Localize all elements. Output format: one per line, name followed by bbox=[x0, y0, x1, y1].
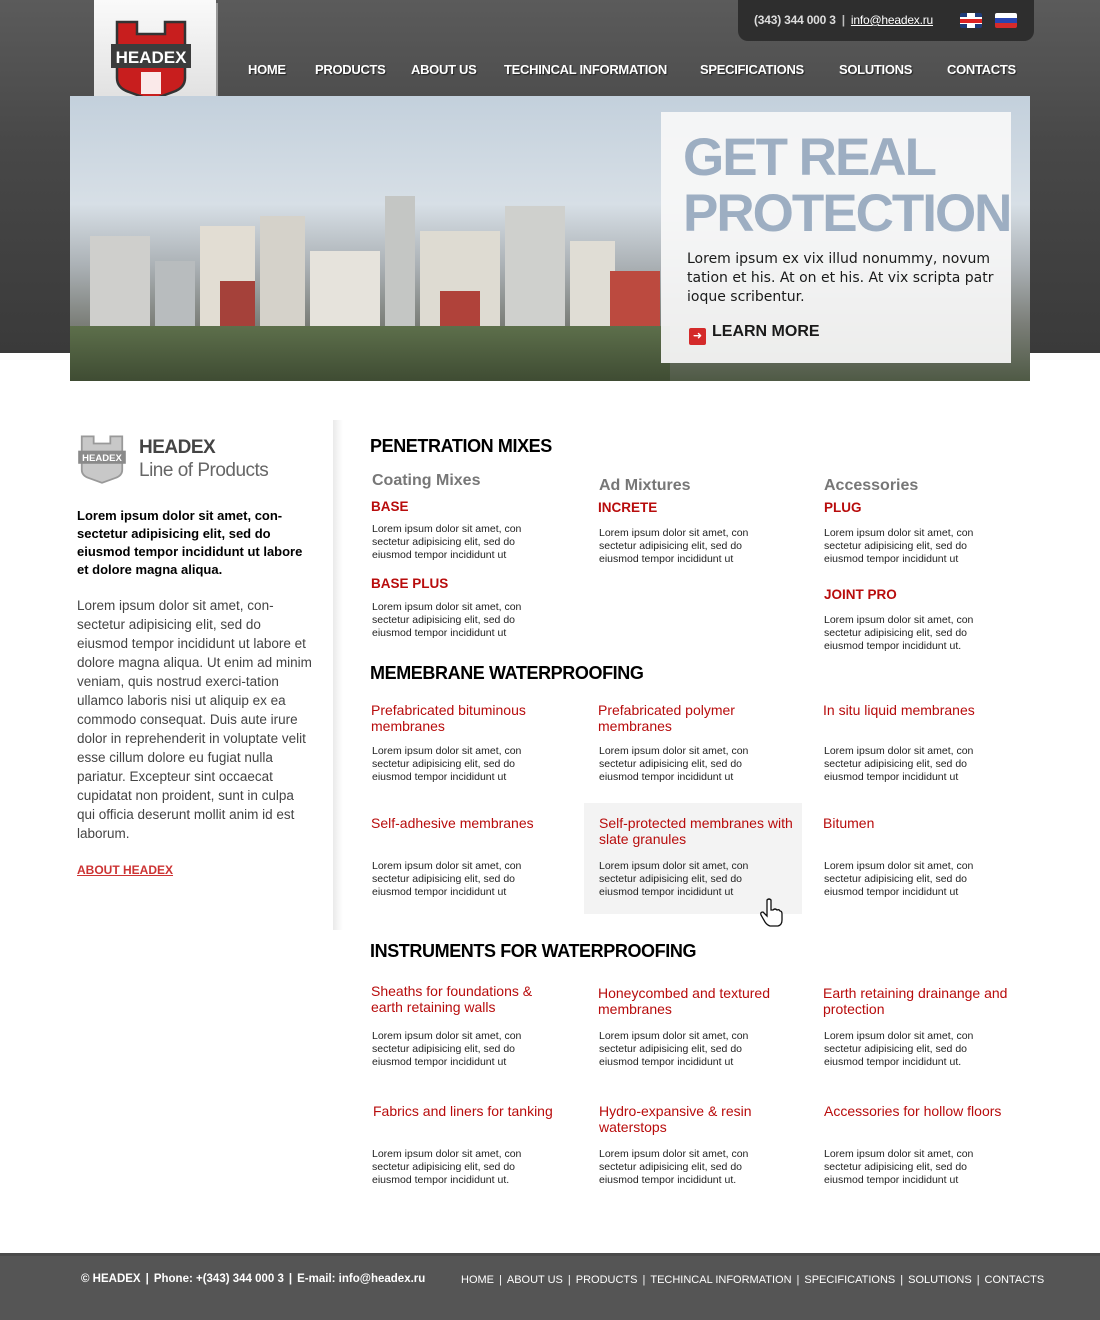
product-text: Lorem ipsum dolor sit amet, con sectetur adipisicing elit, sed do eiusmod tempor incididunt ut bbox=[372, 601, 522, 639]
product-text: Lorem ipsum dolor sit amet, con sectetur adipisicing elit, sed do eiusmod tempor incididunt ut bbox=[599, 1030, 749, 1068]
footer-nav-about-us[interactable]: ABOUT US bbox=[506, 1274, 563, 1286]
hero-panel bbox=[661, 112, 1011, 363]
footer-nav-solutions[interactable]: SOLUTIONS bbox=[908, 1274, 972, 1286]
product-title-self-adhesive[interactable]: Self-adhesive membranes bbox=[371, 815, 534, 831]
product-title-bitumen[interactable]: Bitumen bbox=[823, 815, 875, 831]
product-title-in-situ[interactable]: In situ liquid membranes bbox=[823, 702, 975, 718]
section-title-penetration: PENETRATION MIXES bbox=[370, 436, 552, 456]
nav-specifications[interactable]: SPECIFICATIONS bbox=[700, 62, 804, 77]
headex-grey-shield-icon bbox=[77, 432, 127, 486]
contact-bar: (343) 344 000 3 | info@headex.ru bbox=[738, 0, 1034, 41]
product-text: Lorem ipsum dolor sit amet, con sectetur adipisicing elit, sed do eiusmod tempor incididunt ut bbox=[599, 860, 749, 898]
footer-nav-products[interactable]: PRODUCTS bbox=[575, 1274, 638, 1286]
product-text: Lorem ipsum dolor sit amet, con sectetur adipisicing elit, sed do eiusmod tempor incididunt ut bbox=[599, 527, 749, 565]
product-text: Lorem ipsum dolor sit amet, con sectetur adipisicing elit, sed do eiusmod tempor incididunt ut bbox=[372, 1030, 522, 1068]
product-title-hydro-expansive[interactable]: Hydro-expansive & resin waterstops bbox=[599, 1103, 752, 1135]
product-title-hollow-floors[interactable]: Accessories for hollow floors bbox=[824, 1103, 1002, 1119]
footer-email[interactable]: E-mail: info@headex.ru bbox=[297, 1273, 426, 1285]
product-text: Lorem ipsum dolor sit amet, con sectetur adipisicing elit, sed do eiusmod tempor incididunt ut bbox=[372, 523, 522, 561]
product-title-fabrics[interactable]: Fabrics and liners for tanking bbox=[373, 1103, 553, 1119]
hero-banner bbox=[70, 96, 1030, 381]
header-phone: (343) 344 000 3 bbox=[754, 13, 836, 27]
product-text: Lorem ipsum dolor sit amet, con sectetur adipisicing elit, sed do eiusmod tempor incididunt ut bbox=[824, 527, 974, 565]
product-title-self-protected[interactable]: Self-protected membranes with slate granules bbox=[599, 815, 793, 847]
nav-contacts[interactable]: CONTACTS bbox=[947, 62, 1016, 77]
column-divider bbox=[333, 420, 343, 930]
sidebar-intro: Lorem ipsum dolor sit amet, con-sectetur adipisicing elit, sed do eiusmod tempor incididunt ut labore et dolore magna aliqua. bbox=[77, 508, 303, 577]
nav-solutions[interactable]: SOLUTIONS bbox=[839, 62, 913, 77]
uk-flag-icon[interactable] bbox=[960, 13, 982, 28]
header-email-link[interactable]: info@headex.ru bbox=[850, 13, 934, 27]
product-title-base[interactable]: BASE bbox=[371, 499, 409, 514]
footer-nav: HOME | ABOUT US | PRODUCTS | TECHINCAL INFORMATION | SPECIFICATIONS | SOLUTIONS | CONTACTS bbox=[461, 1274, 1045, 1286]
product-title-earth-drainage[interactable]: Earth retaining drainange and protection bbox=[823, 985, 1008, 1017]
product-text: Lorem ipsum dolor sit amet, con sectetur adipisicing elit, sed do eiusmod tempor incididunt ut. bbox=[599, 1148, 749, 1186]
product-text: Lorem ipsum dolor sit amet, con sectetur adipisicing elit, sed do eiusmod tempor incididunt ut bbox=[599, 745, 749, 783]
product-text: Lorem ipsum dolor sit amet, con sectetur adipisicing elit, sed do eiusmod tempor incididunt ut bbox=[372, 745, 522, 783]
footer-nav-contacts[interactable]: CONTACTS bbox=[984, 1274, 1045, 1286]
product-text: Lorem ipsum dolor sit amet, con sectetur adipisicing elit, sed do eiusmod tempor incididunt ut. bbox=[372, 1148, 522, 1186]
hero-text: Lorem ipsum ex vix illud nonummy, novum tation et his. At on et his. At vix scripta patr ioque scribentur. bbox=[687, 251, 994, 305]
side-logo-text: HEADEX bbox=[82, 452, 122, 464]
product-text: Lorem ipsum dolor sit amet, con sectetur adipisicing elit, sed do eiusmod tempor incididunt ut. bbox=[824, 1030, 974, 1068]
sidebar-title: HEADEX Line of Products bbox=[139, 437, 269, 481]
about-headex-link[interactable]: ABOUT HEADEX bbox=[77, 863, 174, 877]
product-text: Lorem ipsum dolor sit amet, con sectetur adipisicing elit, sed do eiusmod tempor incididunt ut. bbox=[824, 614, 974, 652]
product-text: Lorem ipsum dolor sit amet, con sectetur adipisicing elit, sed do eiusmod tempor incididunt ut bbox=[824, 1148, 974, 1186]
category-coating-mixes: Coating Mixes bbox=[372, 472, 481, 489]
product-title-base-plus[interactable]: BASE PLUS bbox=[371, 576, 449, 591]
footer-nav-technical-information[interactable]: TECHINCAL INFORMATION bbox=[650, 1274, 792, 1286]
hero-title: GET REAL PROTECTION bbox=[683, 128, 1011, 243]
product-text: Lorem ipsum dolor sit amet, con sectetur adipisicing elit, sed do eiusmod tempor incididunt ut bbox=[824, 745, 974, 783]
nav-technical-information[interactable]: TECHINCAL INFORMATION bbox=[504, 62, 667, 77]
footer-contact: © HEADEX | Phone: +(343) 344 000 3 | E-mail: info@headex.ru bbox=[81, 1273, 426, 1285]
nav-products[interactable]: PRODUCTS bbox=[315, 62, 386, 77]
nav-about-us[interactable]: ABOUT US bbox=[411, 62, 477, 77]
product-title-joint-pro[interactable]: JOINT PRO bbox=[824, 587, 897, 602]
product-title-sheaths[interactable]: Sheaths for foundations & earth retaining walls bbox=[371, 983, 533, 1015]
russia-flag-icon[interactable] bbox=[995, 13, 1017, 28]
product-title-increte[interactable]: INCRETE bbox=[598, 500, 658, 515]
category-accessories: Accessories bbox=[824, 477, 919, 494]
category-ad-mixtures: Ad Mixtures bbox=[599, 477, 691, 494]
product-text: Lorem ipsum dolor sit amet, con sectetur adipisicing elit, sed do eiusmod tempor incididunt ut bbox=[824, 860, 974, 898]
product-text: Lorem ipsum dolor sit amet, con sectetur adipisicing elit, sed do eiusmod tempor incididunt ut bbox=[372, 860, 522, 898]
product-title-plug[interactable]: PLUG bbox=[824, 500, 862, 515]
section-title-instruments: INSTRUMENTS FOR WATERPROOFING bbox=[370, 941, 697, 961]
product-title-polymer[interactable]: Prefabricated polymer membranes bbox=[598, 702, 735, 734]
learn-more-button[interactable]: ➜ LEARN MORE bbox=[689, 323, 820, 345]
footer-nav-specifications[interactable]: SPECIFICATIONS bbox=[804, 1274, 896, 1286]
arrow-right-icon: ➜ bbox=[689, 328, 706, 345]
footer-nav-home[interactable]: HOME bbox=[461, 1274, 494, 1286]
footer bbox=[0, 1253, 1100, 1320]
logo-text: HEADEX bbox=[115, 48, 187, 67]
product-title-bituminous[interactable]: Prefabricated bituminous membranes bbox=[371, 702, 526, 734]
section-title-membrane: MEMEBRANE WATERPROOFING bbox=[370, 663, 644, 683]
nav-home[interactable]: HOME bbox=[248, 62, 286, 77]
sidebar-text: Lorem ipsum dolor sit amet, con-sectetur adipisicing elit, sed do eiusmod tempor incididunt ut labore et dolore magna aliqua. Ut enim ad minim veniam, quis nostrud exerci-tation ullamco laboris nisi ut aliquip ex ea commodo consequat. Duis aute irure dolor in reprehenderit in voluptate velit esse cillum dolore eu fugiat nulla pariatur. Excepteur sint occaecat cupidatat non proident, sunt in culpa qui officia deserunt mollit anim id est laborum. bbox=[77, 598, 312, 841]
product-title-honeycombed[interactable]: Honeycombed and textured membranes bbox=[598, 985, 770, 1017]
hand-cursor-icon bbox=[760, 898, 784, 928]
headex-shield-icon bbox=[109, 18, 193, 102]
